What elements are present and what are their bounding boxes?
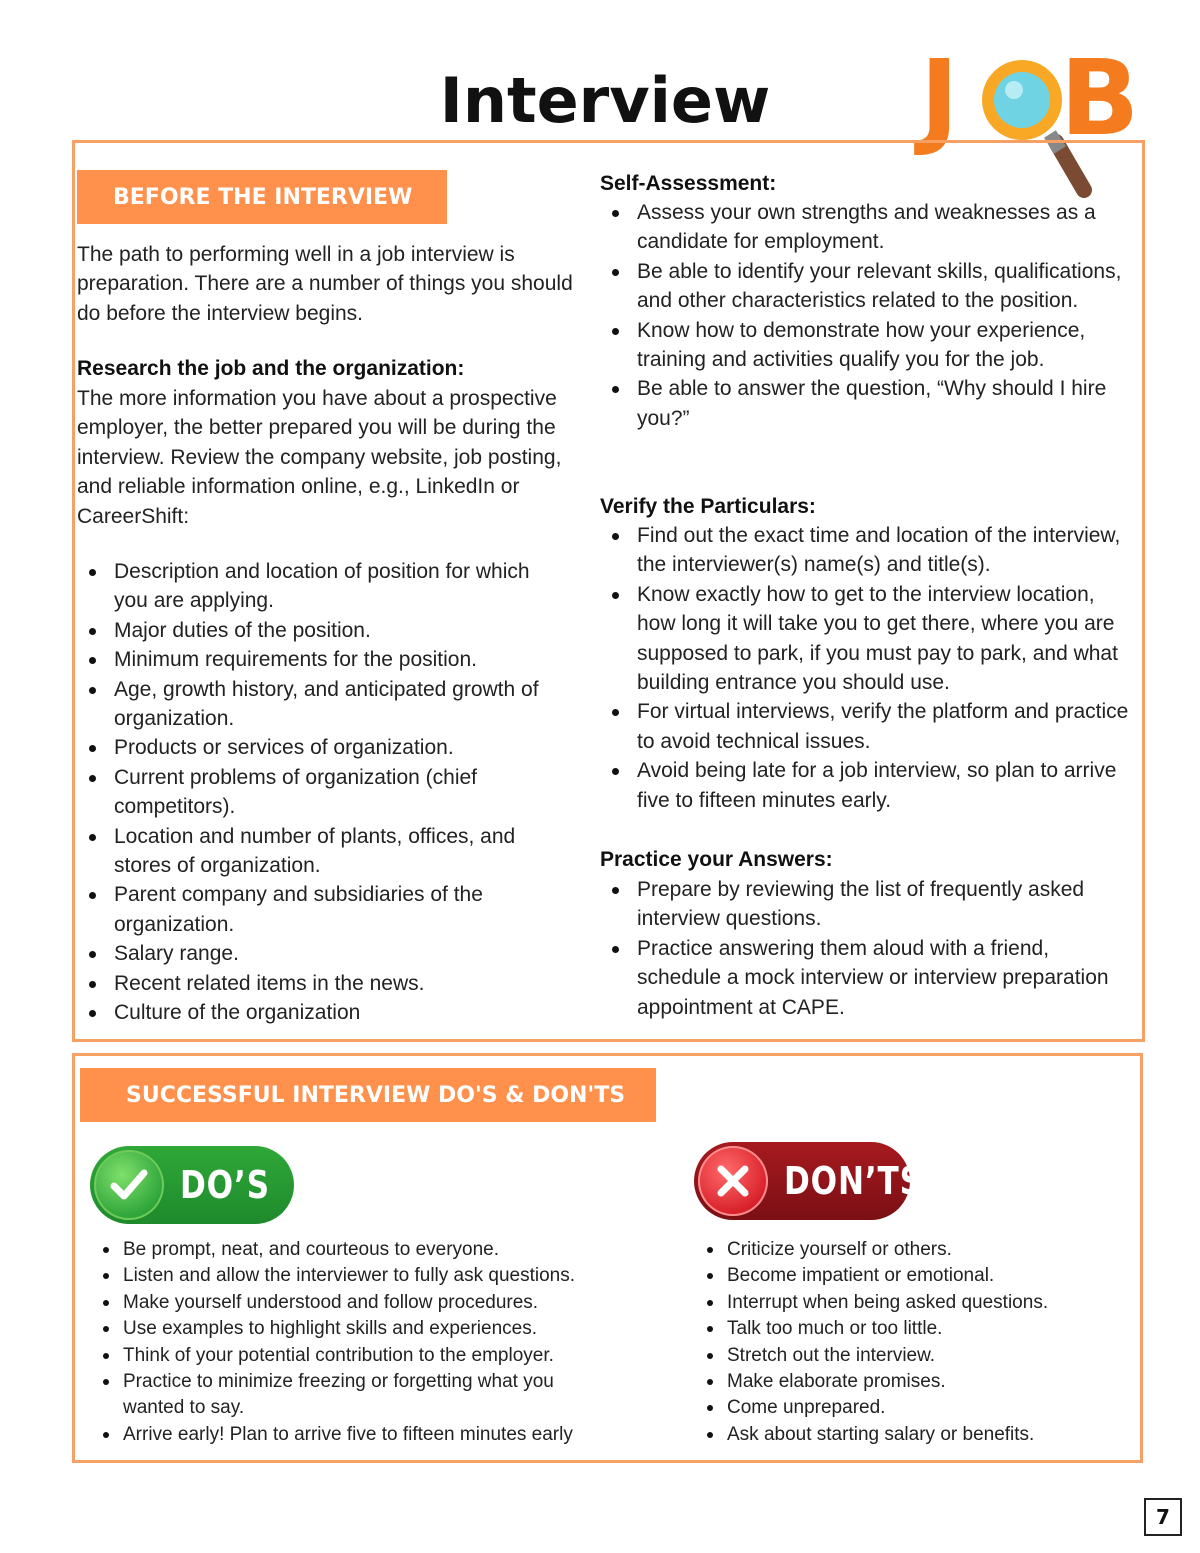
research-list-item: Recent related items in the news. [77,969,567,998]
donts-list [700,1237,1120,1448]
practice-item: Prepare by reviewing the list of frequently asked interview questions. [600,875,1135,934]
logo-letter-j: J [920,37,959,159]
research-list-item: Culture of the organization [77,998,567,1027]
dos-item: Be prompt, neat, and courteous to everyone. [96,1237,606,1263]
dos-badge [90,1146,294,1224]
verify-item: Find out the exact time and location of the interview, the interviewer(s) name(s) and title(s). [600,521,1138,580]
logo-letter-b: B [1060,37,1140,159]
research-list-item: Major duties of the position. [77,616,567,645]
page-number: 7 [1144,1498,1182,1536]
x-icon [698,1146,768,1216]
research-list-item: Description and location of position for which you are applying. [77,557,567,616]
self-assessment-heading: Self-Assessment: [600,172,777,195]
dos-item: Arrive early! Plan to arrive five to fifteen minutes early [96,1422,606,1448]
dos-item: Practice to minimize freezing or forgetting what you wanted to say. [96,1369,606,1422]
research-heading: Research the job and the organization: [77,357,465,380]
verify-item: For virtual interviews, verify the platform and practice to avoid technical issues. [600,697,1138,756]
dos-donts-banner: SUCCESSFUL INTERVIEW DO'S & DON'TS [80,1068,656,1122]
research-list [77,557,567,1028]
donts-item: Interrupt when being asked questions. [700,1290,1120,1316]
self-assessment-item: Be able to identify your relevant skills, qualifications, and other characteristics related to the position. [600,257,1130,316]
page-title: Interview [439,64,771,137]
dos-list [96,1237,606,1448]
donts-item: Talk too much or too little. [700,1316,1120,1342]
self-assessment-item: Be able to answer the question, “Why should I hire you?” [600,374,1130,433]
practice-heading: Practice your Answers: [600,848,833,871]
self-assessment-list [600,198,1130,433]
dos-item: Use examples to highlight skills and experiences. [96,1316,606,1342]
donts-item: Ask about starting salary or benefits. [700,1422,1120,1448]
verify-list [600,521,1138,815]
dos-item: Think of your potential contribution to the employer. [96,1343,606,1369]
donts-badge [694,1142,923,1220]
verify-item: Avoid being late for a job interview, so plan to arrive five to fifteen minutes early. [600,756,1138,815]
research-list-item: Products or services of organization. [77,733,567,762]
donts-item: Stretch out the interview. [700,1343,1120,1369]
research-list-item: Minimum requirements for the position. [77,645,567,674]
checkmark-icon [94,1150,164,1220]
research-list-item: Location and number of plants, offices, and stores of organization. [77,822,567,881]
dos-item: Make yourself understood and follow procedures. [96,1290,606,1316]
research-text: The more information you have about a prospective employer, the better prepared you will be during the interview. Review the company website, job posting, and reliable information online, e.g., LinkedIn or CareerShift: [77,387,562,528]
practice-list [600,875,1135,1022]
practice-item: Practice answering them aloud with a friend, schedule a mock interview or interview preparation appointment at CAPE. [600,934,1135,1022]
dos-item: Listen and allow the interviewer to fully ask questions. [96,1263,606,1289]
research-list-item: Parent company and subsidiaries of the organization. [77,880,567,939]
verify-item: Know exactly how to get to the interview location, how long it will take you to get there, where you are supposed to park, if you must pay to park, and what building entrance you should use. [600,580,1138,698]
donts-item: Make elaborate promises. [700,1369,1120,1395]
donts-label: DON’TS [784,1159,923,1203]
self-assessment-item: Assess your own strengths and weaknesses as a candidate for employment. [600,198,1130,257]
self-assessment-item: Know how to demonstrate how your experience, training and activities qualify you for the job. [600,316,1130,375]
before-interview-banner: BEFORE THE INTERVIEW [77,170,447,224]
donts-item: Become impatient or emotional. [700,1263,1120,1289]
donts-item: Criticize yourself or others. [700,1237,1120,1263]
before-intro: The path to performing well in a job interview is preparation. There are a number of things you should do before the interview begins. [77,243,573,325]
research-list-item: Age, growth history, and anticipated growth of organization. [77,675,567,734]
research-list-item: Current problems of organization (chief competitors). [77,763,567,822]
dos-label: DO’S [180,1163,270,1207]
research-list-item: Salary range. [77,939,567,968]
verify-heading: Verify the Particulars: [600,495,816,518]
donts-item: Come unprepared. [700,1395,1120,1421]
